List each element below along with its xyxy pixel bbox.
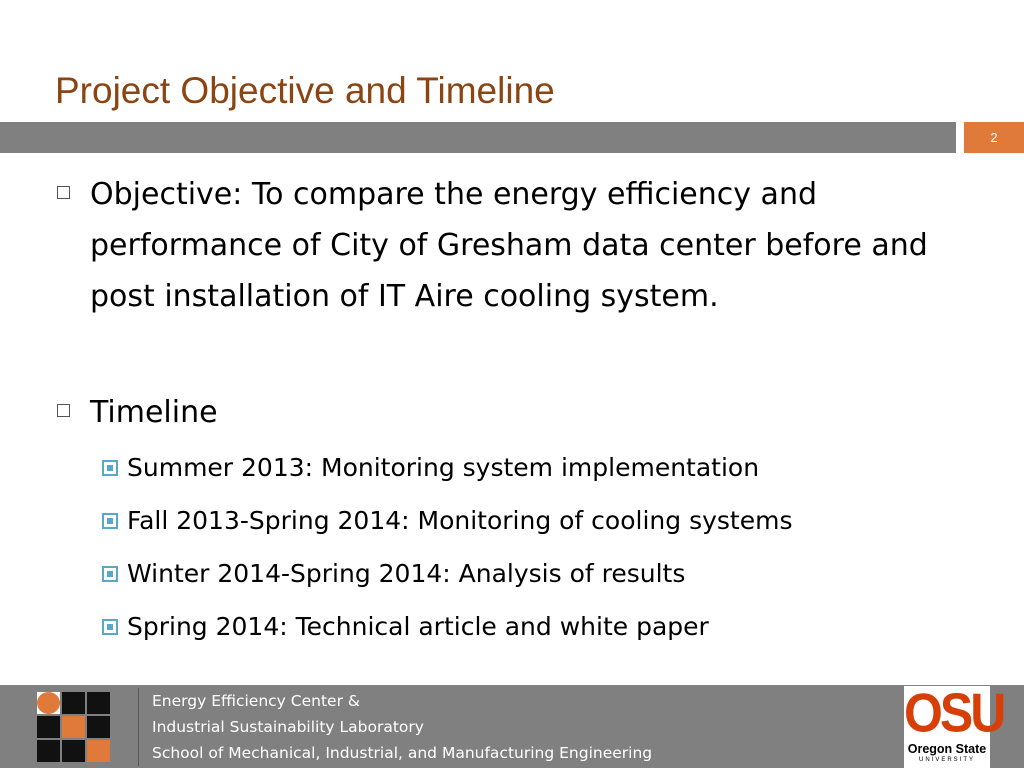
timeline-item-text: Summer 2013: Monitoring system implementation [127,453,760,482]
timeline-item-text: Fall 2013-Spring 2014: Monitoring of cooling systems [127,506,793,535]
filled-square-bullet-icon [102,619,118,635]
hollow-square-bullet-icon [57,404,70,417]
timeline-bullet [57,387,970,438]
objective-bullet [57,169,970,322]
logo-cell [37,716,60,738]
osu-logo-letters: OSU [904,682,1004,744]
logo-circle-cell [37,692,60,714]
timeline-item [102,605,709,648]
filled-square-bullet-icon [102,566,118,582]
footer-text [152,688,652,766]
logo-cell [62,716,85,738]
osu-logo [904,682,1004,768]
footer-divider [138,688,139,766]
slide-title: Project Objective and Timeline [55,70,555,111]
filled-square-bullet-icon [102,513,118,529]
timeline-item [102,446,759,489]
title-bar [0,122,956,153]
slide-number: 2 [964,122,1024,153]
footer-line-center: Energy Efficiency Center & [152,692,360,710]
logo-cell [87,716,110,738]
filled-square-bullet-icon [102,460,118,476]
logo-cell [87,740,110,762]
eec-logo-icon [37,692,111,764]
logo-cell [87,692,110,714]
hollow-square-bullet-icon [57,186,70,199]
osu-logo-subtitle: UNIVERSITY [918,757,975,763]
timeline-item-text: Spring 2014: Technical article and white paper [127,612,709,641]
footer-line-lab: Industrial Sustainability Laboratory [152,718,424,736]
logo-cell [37,740,60,762]
timeline-heading: Timeline [90,395,218,430]
objective-text: Objective: To compare the energy efficiency and performance of City of Gresham data center before and post installation of IT Aire cooling system. [90,177,928,314]
timeline-item [102,552,685,595]
timeline-item-text: Winter 2014-Spring 2014: Analysis of results [127,559,686,588]
logo-cell [62,740,85,762]
osu-logo-name: Oregon State [907,742,987,756]
logo-cell [62,692,85,714]
timeline-item [102,499,792,542]
footer-line-school: School of Mechanical, Industrial, and Manufacturing Engineering [152,744,653,762]
